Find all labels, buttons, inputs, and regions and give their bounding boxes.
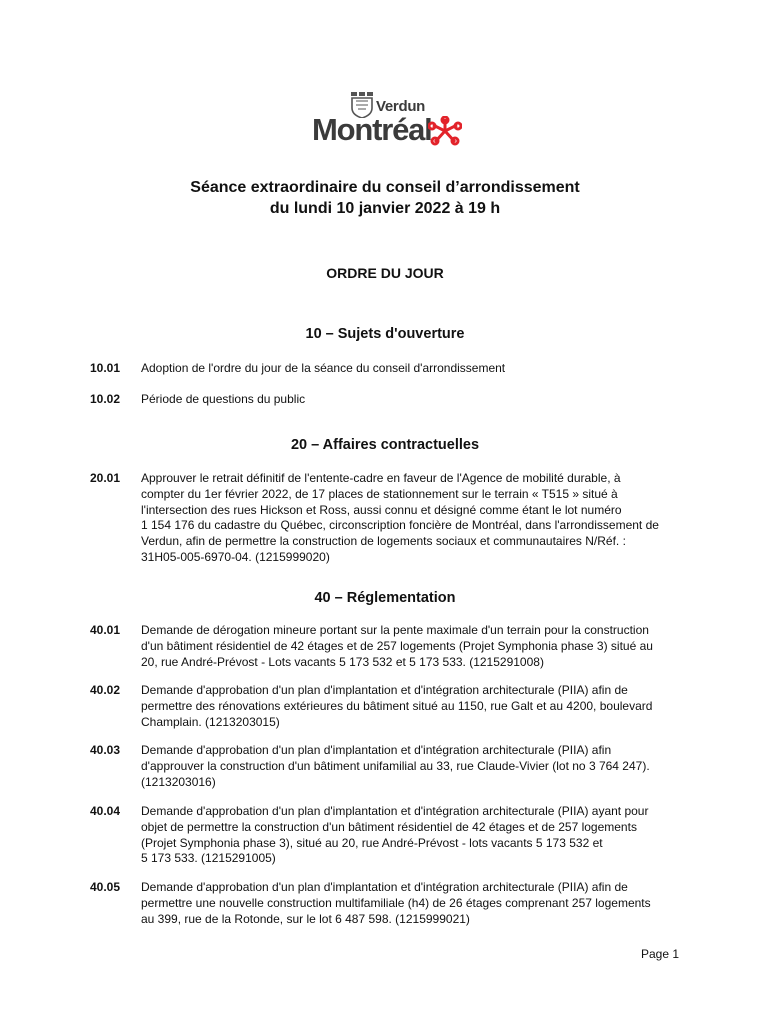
document-title: Séance extraordinaire du conseil d’arrondissement — [190, 179, 580, 196]
item-number: 40.03 — [90, 743, 121, 757]
item-text: Demande d'approbation d'un plan d'implantation et d'intégration architecturale (PIIA) afin d'approuver la construction d'un bâtiment unifamilial au 33, rue Claude-Vivier (lot no 3 764 247). (1213203016) — [141, 743, 650, 789]
item-text: Adoption de l'ordre du jour de la séance du conseil d'arrondissement — [141, 361, 506, 375]
montreal-verdun-logo — [312, 92, 472, 148]
section-heading-40: 40 – Réglementation — [314, 590, 456, 606]
item-number: 40.04 — [90, 804, 121, 818]
item-number: 40.02 — [90, 683, 121, 697]
montreal-rose-icon — [428, 116, 462, 146]
logo-city-name: Montréal — [312, 112, 432, 147]
item-number: 20.01 — [90, 471, 121, 485]
item-text: Demande de dérogation mineure portant sur la pente maximale d'un terrain pour la construction d'un bâtiment résidentiel de 42 étages et de 257 logements (Projet Symphonia phase 3) situé au 20, rue André-Prévost - Lots vacants 5 173 532 et 5 173 533. (1215291008) — [141, 623, 653, 669]
item-number: 40.05 — [90, 880, 121, 894]
section-heading-10: 10 – Sujets d'ouverture — [305, 326, 465, 342]
item-text: Demande d'approbation d'un plan d'implantation et d'intégration architecturale (PIIA) afin de permettre des rénovations extérieures du bâtiment situé au 1150, rue Galt et au 4200, boulevard Champlain. (1213203015) — [141, 683, 653, 729]
item-text: Demande d'approbation d'un plan d'implantation et d'intégration architecturale (PIIA) afin de permettre une nouvelle construction multifamiliale (h4) de 26 étages comprenant 257 logements au 399, rue de la Rotonde, sur le lot 6 487 598. (1215999021) — [141, 880, 651, 926]
item-text: Période de questions du public — [141, 392, 306, 406]
item-text: Demande d'approbation d'un plan d'implantation et d'intégration architecturale (PIIA) ayant pour objet de permettre la construction d'un bâtiment résidentiel de 42 étages et de 257 logements (Projet Symphonia phase 3), situé au 20, rue André-Prévost - lots vacants 5 173 532 et 5 173 533. (1215291005) — [141, 804, 649, 866]
document-subtitle: du lundi 10 janvier 2022 à 19 h — [269, 200, 501, 217]
item-number: 40.01 — [90, 623, 121, 637]
section-heading-20: 20 – Affaires contractuelles — [290, 437, 480, 453]
item-number: 10.02 — [90, 392, 121, 406]
item-number: 10.01 — [90, 361, 121, 375]
item-text: Approuver le retrait définitif de l'entente-cadre en faveur de l'Agence de mobilité durable, à compter du 1er février 2022, de 17 places de stationnement sur le terrain « T515 » situé à l'intersection des rues Hickson et Ross, aussi connu et désigné comme étant le lot numéro 1 154 176 du cadastre du Québec, circonscription foncière de Montréal, dans l'arrondissement de Verdun, afin de permettre la construction de logements sociaux et communautaires N/Réf. : 31H05-005-6970-04. (1215999020) — [141, 471, 659, 564]
logo-borough-name: Verdun — [376, 98, 426, 115]
page-number: Page 1 — [641, 947, 680, 961]
agenda-heading: ORDRE DU JOUR — [326, 265, 444, 281]
